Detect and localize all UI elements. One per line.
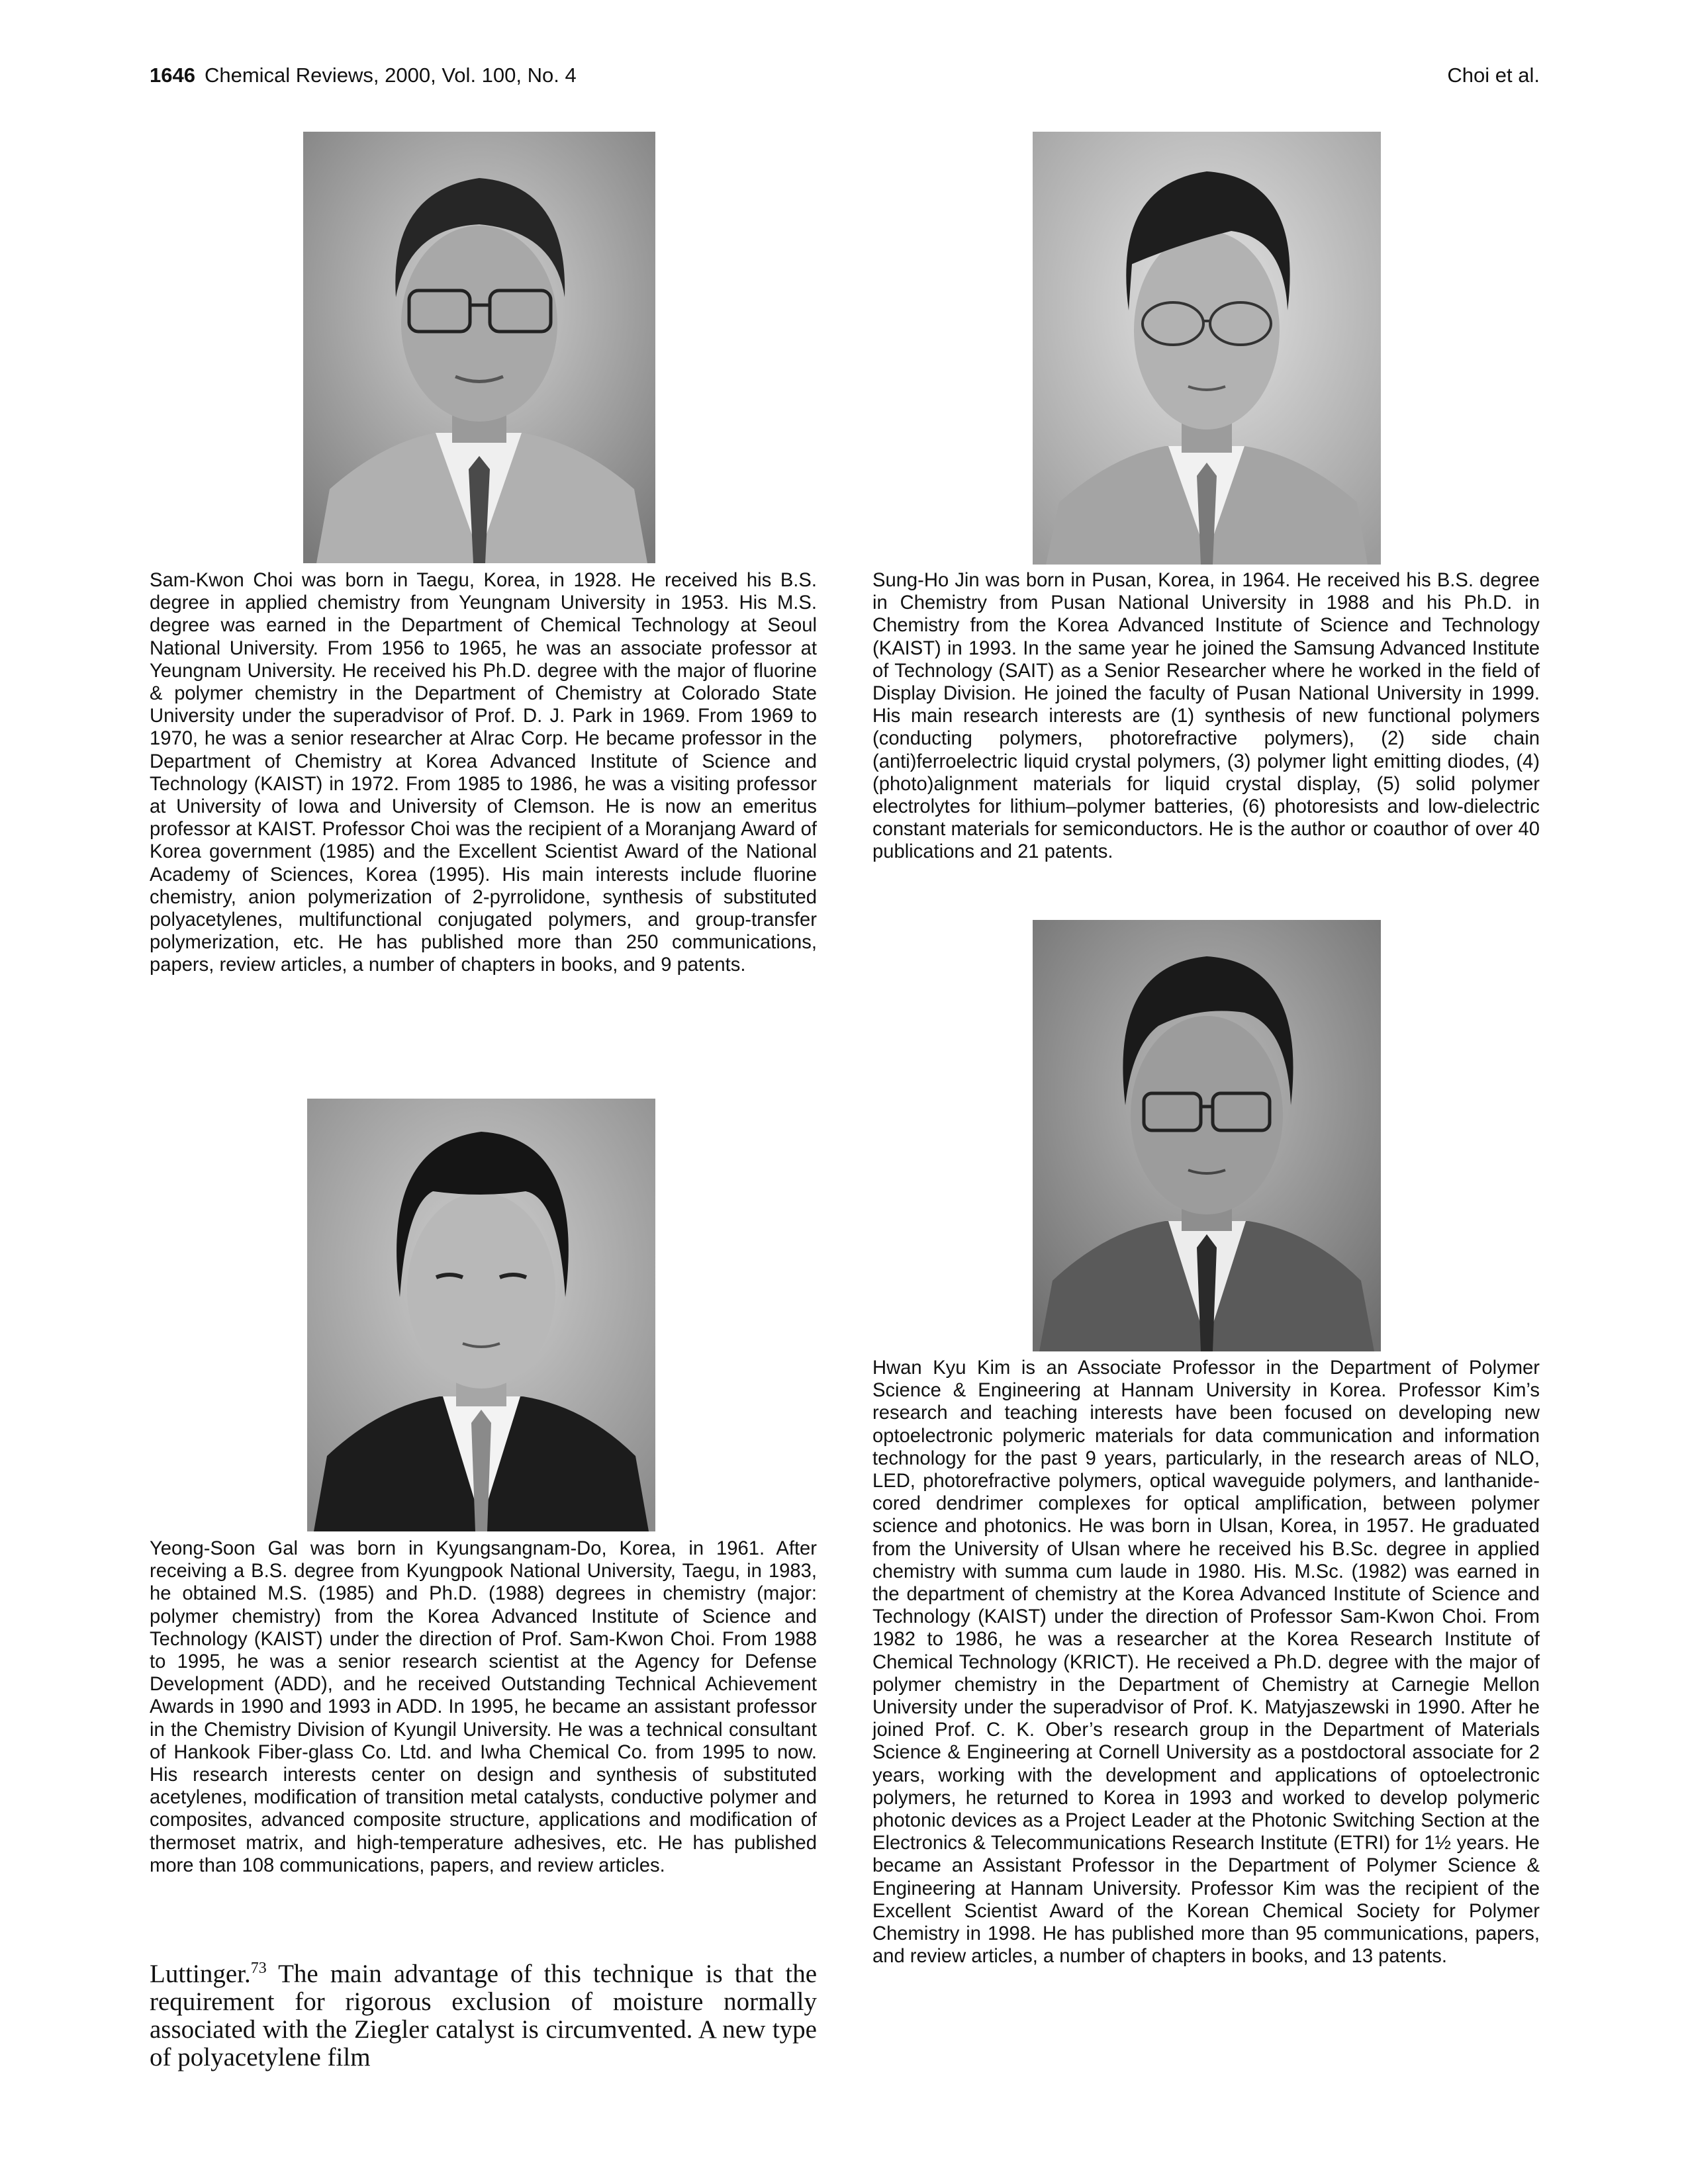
- portrait-image: [303, 132, 655, 563]
- reference-citation: 73: [250, 1960, 267, 1977]
- article-body-text: [150, 1960, 817, 2071]
- body-continuation: The main advantage of this technique is that the requirement for rigorous exclusion of moisture normally associated with the Ziegler catalyst is circumvented. A new type of polyacetylene film: [150, 1960, 817, 2071]
- page-number: 1646: [150, 64, 195, 87]
- portrait-image: [1033, 132, 1381, 565]
- portrait-photo-choi: [303, 132, 655, 563]
- header-left: [150, 64, 577, 87]
- portrait-photo-kim: [1033, 920, 1381, 1351]
- journal-citation: Chemical Reviews, 2000, Vol. 100, No. 4: [204, 64, 577, 87]
- biography-choi: Sam-Kwon Choi was born in Taegu, Korea, in 1928. He received his B.S. degree in applied chemistry from Yeungnam University in 1953. His M.S. degree was earned in the Department of Chemical Technology at Seoul National University. From 1956 to 1965, he was an associate professor at Yeungnam University. He received his Ph.D. degree with the major of fluorine & polymer chemistry in the Department of Chemistry at Colorado State University under the superadvisor of Prof. D. J. Park in 1969. From 1969 to 1970, he was a senior researcher at Alrac Corp. He became professor in the Department of Chemistry at Korea Advanced Institute of Science and Technology (KAIST) in 1972. From 1985 to 1986, he was a visiting professor at University of Iowa and University of Clemson. He is now an emeritus professor at KAIST. Professor Choi was the recipient of a Moranjang Award of Korea government (1985) and the Excellent Scientist Award of the National Academy of Sciences, Korea (1995). His main interests include fluorine chemistry, anion polymerization of 2-pyrrolidone, synthesis of substituted polyacetylenes, multifunctional conjugated polymers, and group-transfer polymerization, etc. He has published more than 250 communications, papers, review articles, a number of chapters in books, and 9 patents.: [150, 570, 817, 976]
- biography-kim: Hwan Kyu Kim is an Associate Professor in the Department of Polymer Science & Engineering at Hannam University in Korea. Professor Kim’s research and teaching interests have been focused on developing new optoelectronic polymeric materials for data communication and information technology for the past 9 years, particularly, in the research areas of NLO, LED, photorefractive polymers, optical waveguide polymers, and lanthanide-cored dendrimer complexes for optical amplification, between polymer science and photonics. He was born in Ulsan, Korea, in 1957. He graduated from the University of Ulsan where he received his B.Sc. degree in applied chemistry with summa cum laude in 1980. His. M.Sc. (1982) was earned in the department of chemistry at the Korea Advanced Institute of Science and Technology (KAIST) under the direction of Professor Sam-Kwon Choi. From 1982 to 1986, he was a researcher at the Korea Research Institute of Chemical Technology (KRICT). He received a Ph.D. degree with the major of polymer chemistry in the Department of Chemistry at Carnegie Mellon University under the superadvisor of Prof. K. Matyjaszewski in 1990. After he joined Prof. C. K. Ober’s research group in the Department of Materials Science & Engineering at Cornell University as a postdoctoral associate for 2 years, working with the development and applications of optoelectronic polymers, he returned to Korea in 1993 and worked to develop polymeric photonic devices as a Project Leader at the Photonic Switching Section at the Electronics & Telecommunications Research Institute (ETRI) for 1½ years. He became an Assistant Professor in the Department of Polymer Science & Engineering at Hannam University. Professor Kim was the recipient of the Excellent Scientist Award of the Korean Chemical Society for Polymer Chemistry in 1998. He has published more than 95 communications, papers, and review articles, a number of chapters in books, and 13 patents.: [872, 1357, 1540, 1968]
- page-header: [150, 64, 1540, 103]
- body-lead: Luttinger.: [150, 1960, 251, 1988]
- portrait-image: [1033, 920, 1381, 1351]
- portrait-image: [307, 1099, 655, 1531]
- portrait-photo-gal: [307, 1099, 655, 1531]
- biography-jin: Sung-Ho Jin was born in Pusan, Korea, in 1964. He received his B.S. degree in Chemistry from Pusan National University in 1988 and his Ph.D. in Chemistry from the Korea Advanced Institute of Science and Technology (KAIST) in 1993. In the same year he joined the Samsung Advanced Institute of Technology (SAIT) as a Senior Researcher where he worked in the field of Display Division. He joined the faculty of Pusan National University in 1999. His main research interests are (1) synthesis of new functional polymers (conducting polymers, photorefractive polymers), (2) side chain (anti)ferroelectric liquid crystal polymers, (3) polymer light emitting diodes, (4) (photo)alignment materials for liquid crystal display, (5) solid polymer electrolytes for lithium–polymer batteries, (6) photoresists and low-dielectric constant materials for semiconductors. He is the author or coauthor of over 40 publications and 21 patents.: [872, 570, 1540, 863]
- portrait-photo-jin: [1033, 132, 1381, 565]
- running-authors: Choi et al.: [1447, 64, 1540, 87]
- biography-gal: Yeong-Soon Gal was born in Kyungsangnam-Do, Korea, in 1961. After receiving a B.S. degree from Kyungpook National University, Taegu, in 1983, he obtained M.S. (1985) and Ph.D. (1988) degrees in chemistry (major: polymer chemistry) from the Korea Advanced Institute of Science and Technology (KAIST) under the direction of Prof. Sam-Kwon Choi. From 1988 to 1995, he was a senior research scientist at the Agency for Defense Development (ADD), and he received Outstanding Technical Achievement Awards in 1990 and 1993 in ADD. In 1995, he became an assistant professor in the Chemistry Division of Kyungil University. He was a technical consultant of Hankook Fiber-glass Co. Ltd. and Iwha Chemical Co. from 1995 to now. His research interests center on design and synthesis of substituted acetylenes, modification of transition metal catalysts, conductive polymer and composites, advanced composite structure, applications and modification of thermoset matrix, and high-temperature adhesives, etc. He has published more than 108 communications, papers, and review articles.: [150, 1538, 817, 1876]
